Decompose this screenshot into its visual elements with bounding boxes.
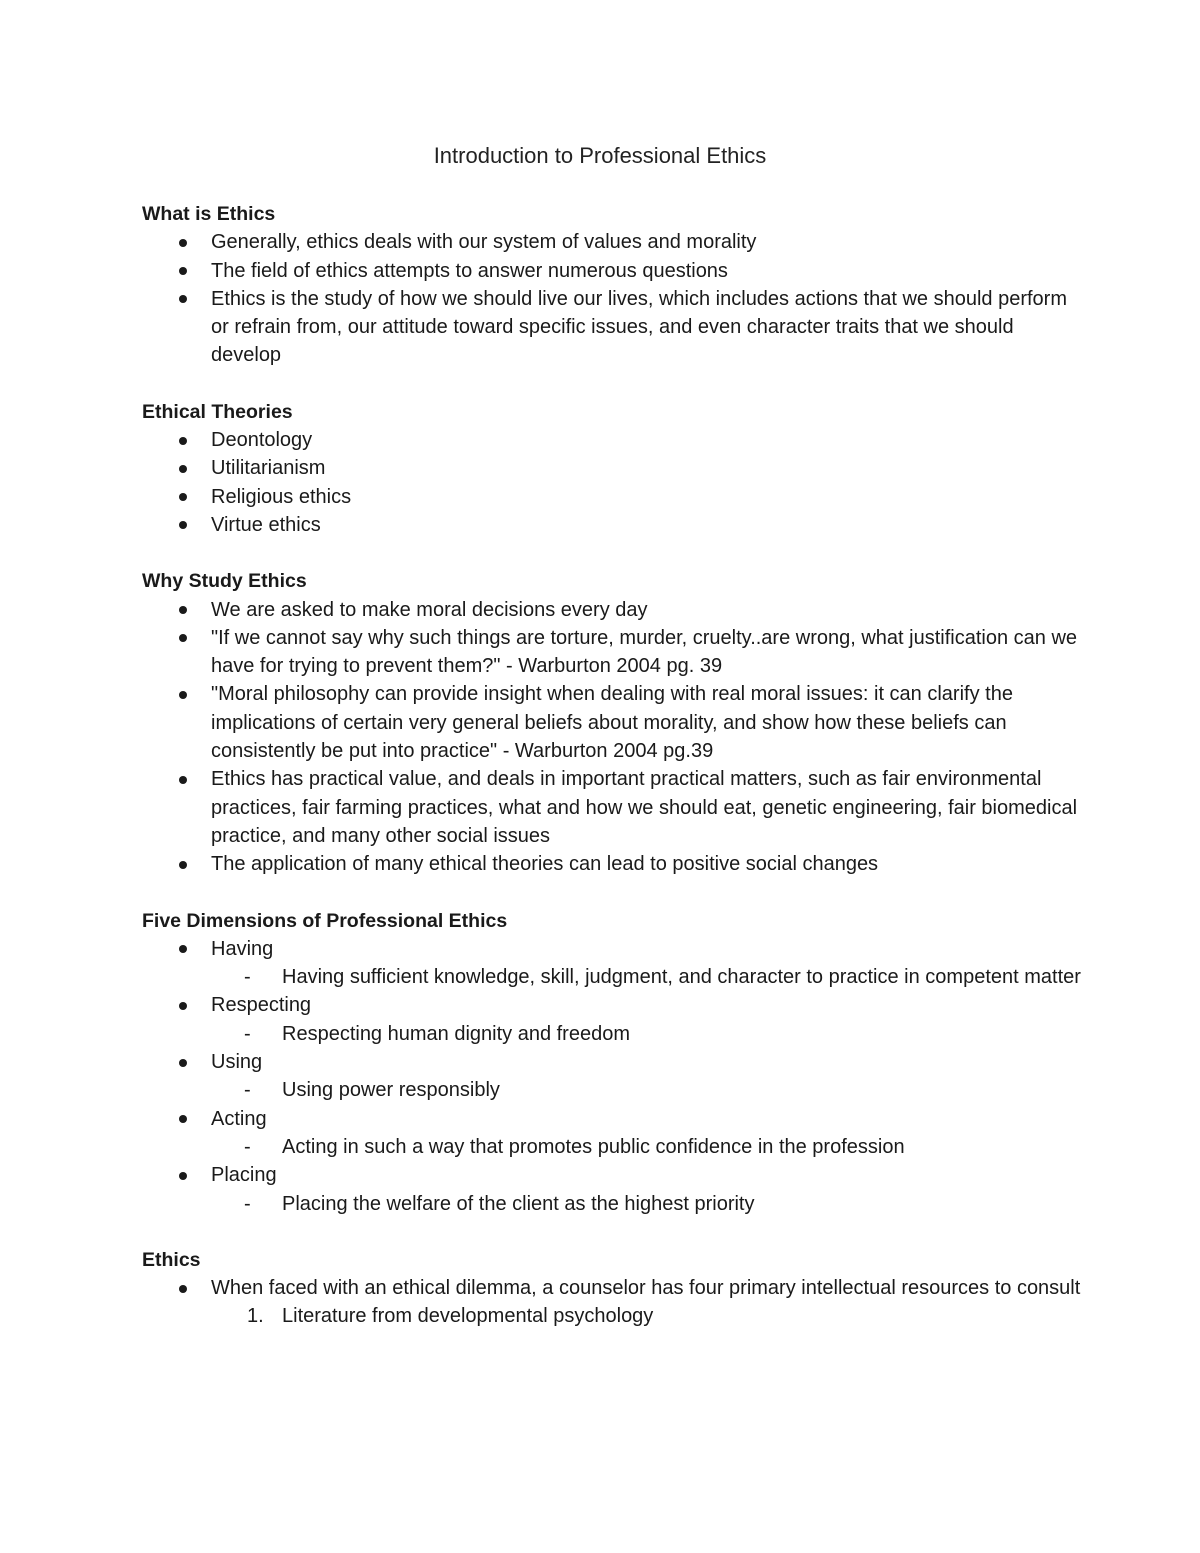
bullet-icon [179, 634, 187, 642]
section-heading: Why Study Ethics [142, 570, 307, 593]
list-item [142, 1161, 1082, 1218]
list-item-text: Virtue ethics [211, 513, 321, 536]
list-item-text: Deontology [211, 429, 313, 452]
bullet-icon [179, 437, 187, 445]
sub-list-item [211, 1076, 1082, 1104]
section-heading: Ethical Theories [142, 400, 293, 423]
dash-marker: - [244, 1135, 251, 1158]
dash-marker: - [244, 1079, 251, 1102]
list-item-text: Using [211, 1051, 263, 1074]
list-item-text: "If we cannot say why such things are torture, murder, cruelty..are wrong, what justification can we have for trying to prevent them?" - Warburton 2004 pg. 39 [211, 626, 1078, 678]
sub-list [211, 1133, 1082, 1161]
list-item [142, 765, 1082, 850]
sub-list-item [211, 1020, 1082, 1048]
list-item-text: The application of many ethical theories can lead to positive social changes [211, 853, 879, 876]
sub-list-item-text: Having sufficient knowledge, skill, judgment, and character to practice in competent matter [282, 966, 1081, 989]
sub-list [211, 1020, 1082, 1048]
list-item [142, 680, 1082, 765]
list-item-text: "Moral philosophy can provide insight when dealing with real moral issues: it can clarify the implications of certain very general beliefs about morality, and show how these beliefs can consistently be put into practice" - Warburton 2004 pg.39 [211, 683, 1013, 763]
sub-list-item-text: Respecting human dignity and freedom [282, 1022, 630, 1045]
bullet-icon [179, 493, 187, 501]
document-title: Introduction to Professional Ethics [433, 143, 767, 168]
list-item [142, 991, 1082, 1048]
numbered-list [211, 1302, 1082, 1330]
bullet-icon [179, 1059, 187, 1067]
dash-marker: - [244, 1192, 251, 1215]
list-item [142, 850, 1082, 878]
list-item [142, 285, 1082, 370]
list-item-text: When faced with an ethical dilemma, a counselor has four primary intellectual resources to consult [211, 1277, 1081, 1300]
bullet-icon [179, 1172, 187, 1180]
bullet-icon [179, 945, 187, 953]
bullet-list [142, 596, 1082, 879]
bullet-icon [179, 691, 187, 699]
section-heading: Five Dimensions of Professional Ethics [142, 909, 508, 932]
list-item-text: Religious ethics [211, 485, 352, 508]
section-ethical-theories [142, 398, 1082, 539]
dash-marker: - [244, 1022, 251, 1045]
sub-list [211, 963, 1082, 991]
section-ethics [142, 1246, 1082, 1331]
list-item [142, 1105, 1082, 1162]
section-five-dimensions [142, 907, 1082, 1218]
numbered-list-item-text: Literature from developmental psychology [282, 1305, 654, 1328]
list-item [142, 624, 1082, 681]
list-item [142, 935, 1082, 992]
section-heading: What is Ethics [142, 203, 276, 225]
sub-list-item [211, 1133, 1082, 1161]
bullet-icon [179, 861, 187, 869]
sub-list-item-text: Using power responsibly [282, 1079, 500, 1102]
document-body [142, 200, 1082, 1359]
list-item [142, 1048, 1082, 1105]
list-item [142, 228, 1082, 256]
list-item [142, 454, 1082, 482]
sub-list [211, 1076, 1082, 1104]
bullet-icon [179, 239, 187, 247]
bullet-icon [179, 295, 187, 303]
list-item [142, 257, 1082, 285]
section-why-study-ethics [142, 567, 1082, 878]
list-item-text: Utilitarianism [211, 457, 326, 480]
list-item-text: Having [211, 937, 274, 960]
list-item [142, 1274, 1082, 1331]
sub-list [211, 1190, 1082, 1218]
sub-list-item [211, 1190, 1082, 1218]
list-item-text: Respecting [211, 994, 312, 1017]
numbered-list-item [211, 1302, 1082, 1330]
bullet-icon [179, 606, 187, 614]
list-item [142, 596, 1082, 624]
sub-list-item-text: Placing the welfare of the client as the highest priority [282, 1192, 755, 1215]
list-item [142, 511, 1082, 539]
bullet-list [142, 426, 1082, 539]
bullet-icon [179, 776, 187, 784]
bullet-icon [179, 1285, 187, 1293]
list-item-text: Generally, ethics deals with our system of values and morality [211, 231, 757, 254]
bullet-list [142, 935, 1082, 1218]
bullet-icon [179, 1002, 187, 1010]
list-item-text: The field of ethics attempts to answer numerous questions [211, 259, 728, 282]
section-heading: Ethics [142, 1248, 201, 1271]
bullet-icon [179, 267, 187, 275]
list-item-text: Placing [211, 1164, 277, 1187]
bullet-icon [179, 1115, 187, 1123]
dash-marker: - [244, 966, 251, 989]
list-item-text: We are asked to make moral decisions every day [211, 598, 648, 621]
bullet-list [142, 228, 1082, 369]
list-item [142, 483, 1082, 511]
section-what-is-ethics [142, 200, 1082, 370]
sub-list-item-text: Acting in such a way that promotes public confidence in the profession [282, 1135, 905, 1158]
number-marker: 1. [247, 1305, 264, 1328]
list-item [142, 426, 1082, 454]
list-item-text: Ethics has practical value, and deals in important practical matters, such as fair environmental practices, fair farming practices, what and how we should eat, genetic engineering, fair biomedical practice, and many other social issues [211, 768, 1078, 847]
bullet-icon [179, 465, 187, 473]
sub-list-item [211, 963, 1082, 991]
list-item-text: Ethics is the study of how we should live our lives, which includes actions that we should perform or refrain from, our attitude toward specific issues, and even character traits that we should develop [211, 287, 1067, 367]
list-item-text: Acting [211, 1107, 267, 1130]
bullet-icon [179, 521, 187, 529]
bullet-list [142, 1274, 1082, 1331]
